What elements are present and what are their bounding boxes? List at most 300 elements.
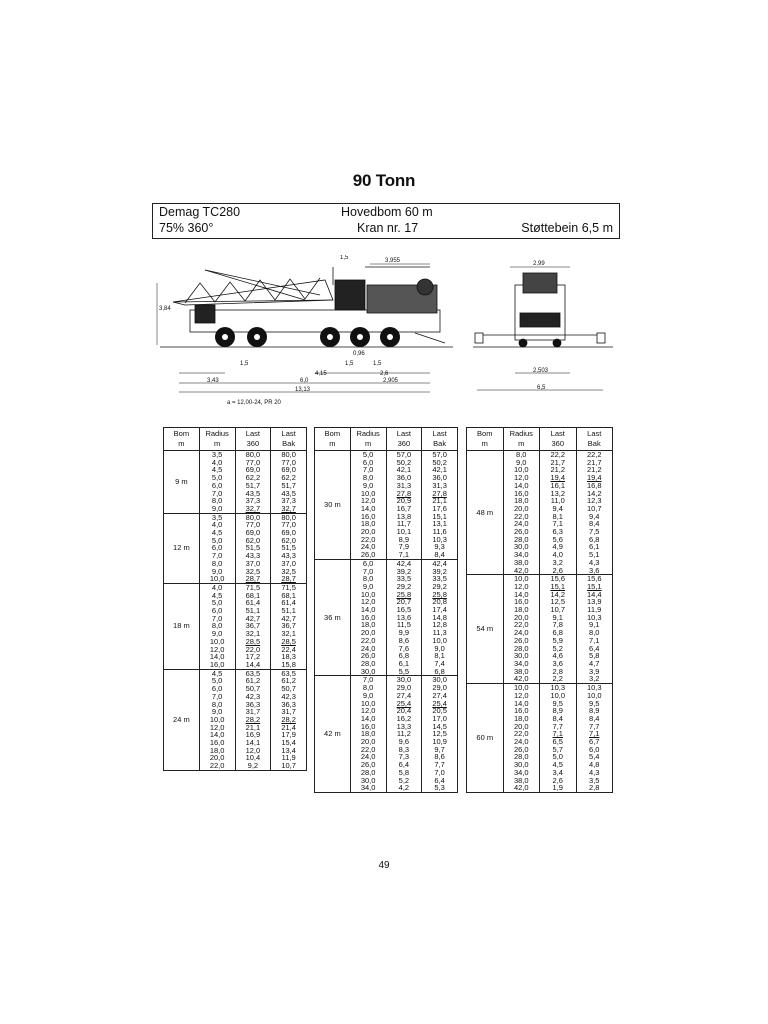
load-360-cell: 32,1 [235, 630, 271, 638]
column-header [235, 428, 271, 451]
load-360-cell: 8,1 [540, 513, 577, 521]
load-rear-cell: 61,4 [271, 599, 307, 607]
crane-model: Demag TC280 [159, 205, 241, 219]
load-rear-cell: 6,4 [576, 645, 613, 653]
load-360-cell: 62,0 [235, 537, 271, 545]
radius-cell: 18,0 [199, 747, 235, 755]
dim-top: 3,955 [385, 258, 401, 264]
dim-bottom-2: 4,15 [315, 371, 327, 377]
page-number: 49 [378, 860, 390, 871]
load-360-cell: 62,2 [235, 474, 271, 482]
radius-cell: 10,0 [350, 700, 386, 708]
load-rear-cell: 10,3 [576, 684, 613, 692]
load-rear-cell: 6,8 [422, 668, 458, 676]
load-rear-cell: 13,1 [422, 520, 458, 528]
load-rear-cell: 43,3 [271, 552, 307, 560]
radius-cell: 38,0 [503, 668, 540, 676]
load-rear-cell: 3,9 [576, 668, 613, 676]
load-360-cell: 13,2 [540, 490, 577, 498]
load-360-cell: 32,7 [235, 505, 271, 513]
radius-cell: 7,0 [199, 490, 235, 498]
load-360-cell: 14,1 [235, 739, 271, 747]
column-header [540, 428, 577, 451]
load-360-cell: 27,4 [386, 692, 422, 700]
load-rear-cell: 5,4 [576, 753, 613, 761]
load-table-3 [466, 427, 613, 793]
radius-cell: 6,0 [199, 685, 235, 693]
load-360-cell: 31,7 [235, 708, 271, 716]
radius-cell: 20,0 [350, 629, 386, 637]
radius-cell: 5,0 [199, 537, 235, 545]
radius-cell: 10,0 [503, 575, 540, 583]
load-rear-cell: 22,2 [576, 451, 613, 459]
load-360-cell: 4,5 [540, 761, 577, 769]
load-rear-cell: 28,7 [271, 575, 307, 583]
boom-length-cell: 30 m [315, 451, 351, 560]
header-line: Last [587, 429, 602, 438]
load-rear-cell: 37,0 [271, 560, 307, 568]
load-rear-cell: 4,3 [576, 769, 613, 777]
boom-length-cell: 36 m [315, 559, 351, 676]
load-rear-cell: 4,8 [576, 761, 613, 769]
load-360-cell: 6,8 [386, 652, 422, 660]
load-360-cell: 31,3 [386, 482, 422, 490]
load-360-cell: 16,1 [540, 482, 577, 490]
column-header [467, 428, 504, 451]
header-line: m [329, 439, 336, 448]
load-rear-cell: 20,5 [422, 707, 458, 715]
load-rear-cell: 69,0 [271, 529, 307, 537]
load-360-cell: 30,0 [386, 676, 422, 684]
load-rear-cell: 8,9 [576, 707, 613, 715]
radius-cell: 5,0 [350, 451, 386, 459]
load-rear-cell: 71,5 [271, 583, 307, 591]
load-360-cell: 37,0 [235, 560, 271, 568]
load-360-cell: 7,7 [540, 723, 577, 731]
header-line: Radius [205, 429, 229, 438]
load-rear-cell: 77,0 [271, 459, 307, 467]
radius-cell: 26,0 [503, 637, 540, 645]
radius-cell: 28,0 [503, 536, 540, 544]
load-rear-cell: 9,4 [576, 513, 613, 521]
radius-cell: 7,0 [350, 676, 386, 684]
load-rear-cell: 9,1 [576, 621, 613, 629]
radius-cell: 9,0 [350, 583, 386, 591]
radius-cell: 12,0 [503, 583, 540, 591]
load-rear-cell: 6,8 [576, 536, 613, 544]
radius-cell: 7,0 [199, 552, 235, 560]
header-line: 360 [246, 439, 260, 448]
radius-cell: 8,0 [199, 701, 235, 709]
load-rear-cell: 17,0 [422, 715, 458, 723]
load-rear-cell: 42,3 [271, 693, 307, 701]
radius-cell: 22,0 [503, 730, 540, 738]
radius-cell: 4,0 [199, 459, 235, 467]
load-360-cell: 11,5 [386, 621, 422, 629]
radius-cell: 8,0 [503, 451, 540, 459]
load-360-cell: 20,9 [386, 497, 422, 505]
load-360-cell: 17,2 [235, 653, 271, 661]
load-360-cell: 5,5 [386, 668, 422, 676]
radius-cell: 5,0 [199, 599, 235, 607]
load-360-cell: 11,0 [540, 497, 577, 505]
radius-cell: 4,5 [199, 592, 235, 600]
load-360-cell: 80,0 [235, 513, 271, 521]
load-360-cell: 51,1 [235, 607, 271, 615]
radius-cell: 30,0 [350, 668, 386, 676]
load-360-cell: 43,5 [235, 490, 271, 498]
load-360-cell: 51,7 [235, 482, 271, 490]
crane-diagram [155, 255, 615, 407]
load-rear-cell: 12,3 [576, 497, 613, 505]
radius-cell: 6,0 [350, 459, 386, 467]
header-line: Bom [324, 429, 341, 438]
diagram-note: a = 12,00-24, PR 20 [227, 400, 281, 406]
load-360-cell: 9,2 [235, 762, 271, 770]
load-rear-cell: 31,3 [422, 482, 458, 490]
load-360-cell: 22,2 [540, 451, 577, 459]
radius-cell: 18,0 [503, 606, 540, 614]
load-360-cell: 69,0 [235, 466, 271, 474]
load-rear-cell: 14,5 [422, 723, 458, 731]
load-table-2 [314, 427, 458, 793]
load-rear-cell: 10,7 [271, 762, 307, 770]
load-360-cell: 14,2 [540, 591, 577, 599]
radius-cell: 38,0 [503, 777, 540, 785]
boom-length-cell: 48 m [467, 451, 504, 575]
load-rear-cell: 61,2 [271, 677, 307, 685]
load-360-cell: 10,3 [540, 684, 577, 692]
radius-cell: 10,0 [503, 466, 540, 474]
load-360-cell: 11,2 [386, 730, 422, 738]
load-360-cell: 8,9 [540, 707, 577, 715]
radius-cell: 16,0 [199, 739, 235, 747]
load-rear-cell: 42,7 [271, 615, 307, 623]
load-360-cell: 5,7 [540, 746, 577, 754]
radius-cell: 22,0 [503, 621, 540, 629]
load-rear-cell: 6,1 [576, 543, 613, 551]
dim-bottom-5: 2,6 [380, 371, 389, 377]
load-rear-cell: 7,0 [422, 769, 458, 777]
load-rear-cell: 17,6 [422, 505, 458, 513]
load-rear-cell: 28,5 [271, 638, 307, 646]
load-rear-cell: 19,4 [576, 474, 613, 482]
load-360-cell: 3,6 [540, 660, 577, 668]
load-360-cell: 15,6 [540, 575, 577, 583]
header-line: 360 [551, 439, 564, 448]
radius-cell: 16,0 [350, 614, 386, 622]
load-rear-cell: 7,1 [576, 637, 613, 645]
load-rear-cell: 68,1 [271, 592, 307, 600]
column-header [350, 428, 386, 451]
load-360-cell: 5,9 [540, 637, 577, 645]
radius-cell: 9,0 [350, 482, 386, 490]
radius-cell: 42,0 [503, 784, 540, 792]
radius-cell: 22,0 [350, 536, 386, 544]
radius-cell: 14,0 [199, 731, 235, 739]
load-360-cell: 13,8 [386, 513, 422, 521]
load-rear-cell: 18,3 [271, 653, 307, 661]
load-rear-cell: 77,0 [271, 521, 307, 529]
radius-cell: 24,0 [503, 738, 540, 746]
radius-cell: 14,0 [503, 591, 540, 599]
radius-cell: 20,0 [503, 723, 540, 731]
load-360-cell: 32,5 [235, 568, 271, 576]
radius-cell: 16,0 [199, 661, 235, 669]
load-360-cell: 39,2 [386, 568, 422, 576]
load-rear-cell: 6,7 [576, 738, 613, 746]
header-line: Last [281, 429, 296, 438]
dim-bottom-8: 2,905 [383, 378, 399, 384]
column-header [576, 428, 613, 451]
dim-bottom-1: 1,5 [240, 361, 249, 367]
load-rear-cell: 2,8 [576, 784, 613, 792]
load-360-cell: 12,0 [235, 747, 271, 755]
load-360-cell: 25,4 [386, 700, 422, 708]
radius-cell: 28,0 [350, 660, 386, 668]
load-rear-cell: 8,4 [422, 551, 458, 559]
radius-cell: 30,0 [503, 543, 540, 551]
load-360-cell: 29,2 [386, 583, 422, 591]
load-percent: 75% 360° [159, 221, 214, 235]
load-360-cell: 36,0 [386, 474, 422, 482]
load-360-cell: 29,0 [386, 684, 422, 692]
dim-height: 3,84 [159, 306, 171, 312]
radius-cell: 28,0 [503, 753, 540, 761]
load-rear-cell: 10,0 [422, 637, 458, 645]
radius-cell: 4,5 [199, 466, 235, 474]
boom-length-cell: 54 m [467, 575, 504, 684]
boom-length: Hovedbom 60 m [341, 205, 433, 219]
radius-cell: 10,0 [350, 490, 386, 498]
radius-cell: 42,0 [503, 675, 540, 683]
load-rear-cell: 25,8 [422, 591, 458, 599]
crane-number: Kran nr. 17 [357, 221, 419, 235]
radius-cell: 10,0 [350, 591, 386, 599]
load-360-cell: 42,3 [235, 693, 271, 701]
radius-cell: 22,0 [199, 762, 235, 770]
load-rear-cell: 3,5 [576, 777, 613, 785]
load-rear-cell: 8,0 [576, 629, 613, 637]
load-360-cell: 15,1 [540, 583, 577, 591]
header-line: m [518, 439, 525, 448]
load-360-cell: 37,3 [235, 497, 271, 505]
header-line: Bom [477, 429, 493, 438]
load-rear-cell: 80,0 [271, 513, 307, 521]
load-rear-cell: 11,9 [576, 606, 613, 614]
radius-cell: 26,0 [503, 528, 540, 536]
load-rear-cell: 10,3 [576, 614, 613, 622]
radius-cell: 6,0 [199, 482, 235, 490]
load-rear-cell: 36,3 [271, 701, 307, 709]
load-360-cell: 19,4 [540, 474, 577, 482]
load-360-cell: 5,6 [540, 536, 577, 544]
load-360-cell: 71,5 [235, 583, 271, 591]
column-header [164, 428, 200, 451]
load-table-1 [163, 427, 307, 771]
load-rear-cell: 63,5 [271, 669, 307, 677]
dim-small: 1,5 [340, 255, 349, 261]
radius-cell: 9,0 [199, 708, 235, 716]
boom-length-cell: 60 m [467, 684, 504, 793]
load-360-cell: 50,2 [386, 459, 422, 467]
radius-cell: 24,0 [350, 645, 386, 653]
load-rear-cell: 80,0 [271, 451, 307, 459]
header-line: Radius [509, 429, 533, 438]
load-rear-cell: 12,5 [422, 730, 458, 738]
radius-cell: 5,0 [199, 677, 235, 685]
load-360-cell: 9,5 [540, 700, 577, 708]
radius-cell: 34,0 [503, 769, 540, 777]
radius-cell: 9,0 [199, 630, 235, 638]
radius-cell: 16,0 [503, 598, 540, 606]
radius-cell: 16,0 [350, 513, 386, 521]
radius-cell: 26,0 [350, 761, 386, 769]
radius-cell: 18,0 [503, 715, 540, 723]
load-rear-cell: 51,5 [271, 544, 307, 552]
load-rear-cell: 43,5 [271, 490, 307, 498]
load-360-cell: 4,2 [386, 784, 422, 792]
dim-outrig: 6,5 [537, 385, 546, 391]
load-rear-cell: 5,8 [576, 652, 613, 660]
dim-track: 2,503 [533, 368, 549, 374]
radius-cell: 10,0 [503, 684, 540, 692]
load-360-cell: 16,2 [386, 715, 422, 723]
load-rear-cell: 6,0 [576, 746, 613, 754]
load-360-cell: 77,0 [235, 459, 271, 467]
boom-length-cell: 24 m [164, 669, 200, 770]
radius-cell: 42,0 [503, 567, 540, 575]
header-line: m [481, 439, 488, 448]
load-rear-cell: 9,5 [576, 700, 613, 708]
load-360-cell: 80,0 [235, 451, 271, 459]
load-360-cell: 3,2 [540, 559, 577, 567]
radius-cell: 12,0 [350, 497, 386, 505]
load-360-cell: 36,7 [235, 622, 271, 630]
load-360-cell: 16,7 [386, 505, 422, 513]
load-360-cell: 21,7 [540, 459, 577, 467]
load-rear-cell: 50,7 [271, 685, 307, 693]
load-360-cell: 16,5 [386, 606, 422, 614]
load-360-cell: 28,7 [235, 575, 271, 583]
load-360-cell: 8,9 [386, 536, 422, 544]
load-rear-cell: 51,7 [271, 482, 307, 490]
radius-cell: 28,0 [350, 769, 386, 777]
boom-length-cell: 12 m [164, 513, 200, 583]
load-rear-cell: 32,7 [271, 505, 307, 513]
load-360-cell: 51,5 [235, 544, 271, 552]
radius-cell: 14,0 [199, 653, 235, 661]
load-rear-cell: 32,5 [271, 568, 307, 576]
load-rear-cell: 14,8 [422, 614, 458, 622]
load-rear-cell: 3,2 [576, 675, 613, 683]
load-rear-cell: 7,7 [576, 723, 613, 731]
load-rear-cell: 42,1 [422, 466, 458, 474]
column-header [315, 428, 351, 451]
load-rear-cell: 8,4 [576, 715, 613, 723]
radius-cell: 34,0 [350, 784, 386, 792]
radius-cell: 12,0 [503, 474, 540, 482]
load-rear-cell: 29,0 [422, 684, 458, 692]
header-line: Bak [587, 439, 601, 448]
column-header [422, 428, 458, 451]
load-360-cell: 6,8 [540, 629, 577, 637]
load-rear-cell: 36,0 [422, 474, 458, 482]
radius-cell: 10,0 [199, 638, 235, 646]
load-rear-cell: 7,5 [576, 528, 613, 536]
load-rear-cell: 12,8 [422, 621, 458, 629]
header-line: Bak [282, 439, 296, 448]
load-360-cell: 9,4 [540, 505, 577, 513]
load-360-cell: 61,2 [235, 677, 271, 685]
radius-cell: 26,0 [350, 652, 386, 660]
load-rear-cell: 22,4 [271, 646, 307, 654]
load-rear-cell: 21,4 [271, 724, 307, 732]
load-rear-cell: 32,1 [271, 630, 307, 638]
load-360-cell: 57,0 [386, 451, 422, 459]
load-rear-cell: 6,4 [422, 777, 458, 785]
boom-length-cell: 9 m [164, 451, 200, 514]
outrigger-spread: Støttebein 6,5 m [521, 221, 613, 235]
load-rear-cell: 10,7 [576, 505, 613, 513]
load-rear-cell: 27,8 [422, 490, 458, 498]
load-360-cell: 7,1 [386, 551, 422, 559]
load-360-cell: 2,6 [540, 567, 577, 575]
load-360-cell: 3,4 [540, 769, 577, 777]
load-360-cell: 21,1 [235, 724, 271, 732]
radius-cell: 8,0 [350, 575, 386, 583]
load-rear-cell: 57,0 [422, 451, 458, 459]
dim-bottom-3: 1,5 [345, 361, 354, 367]
radius-cell: 18,0 [350, 730, 386, 738]
radius-cell: 12,0 [350, 707, 386, 715]
load-360-cell: 33,5 [386, 575, 422, 583]
column-header [386, 428, 422, 451]
load-rear-cell: 15,1 [576, 583, 613, 591]
load-rear-cell: 13,9 [576, 598, 613, 606]
dim-bottom-7: 6,0 [300, 378, 309, 384]
radius-cell: 30,0 [350, 777, 386, 785]
boom-length-cell: 42 m [315, 676, 351, 793]
load-rear-cell: 51,1 [271, 607, 307, 615]
radius-cell: 20,0 [503, 614, 540, 622]
load-rear-cell: 39,2 [422, 568, 458, 576]
load-360-cell: 28,2 [235, 716, 271, 724]
header-line: Last [432, 429, 447, 438]
load-rear-cell: 50,2 [422, 459, 458, 467]
radius-cell: 8,0 [199, 622, 235, 630]
load-rear-cell: 7,4 [422, 660, 458, 668]
load-360-cell: 28,5 [235, 638, 271, 646]
load-rear-cell: 9,7 [422, 746, 458, 754]
radius-cell: 18,0 [503, 497, 540, 505]
boom-length-cell: 18 m [164, 583, 200, 669]
load-rear-cell: 3,6 [576, 567, 613, 575]
header-line: Bom [173, 429, 190, 438]
radius-cell: 18,0 [350, 621, 386, 629]
load-rear-cell: 5,3 [422, 784, 458, 792]
load-rear-cell: 14,2 [576, 490, 613, 498]
load-360-cell: 1,9 [540, 784, 577, 792]
radius-cell: 26,0 [503, 746, 540, 754]
load-rear-cell: 42,4 [422, 559, 458, 567]
radius-cell: 18,0 [350, 520, 386, 528]
radius-cell: 4,0 [199, 583, 235, 591]
radius-cell: 24,0 [503, 520, 540, 528]
dim-bottom-6: 3,43 [207, 378, 219, 384]
load-360-cell: 9,9 [386, 629, 422, 637]
load-360-cell: 4,9 [540, 543, 577, 551]
